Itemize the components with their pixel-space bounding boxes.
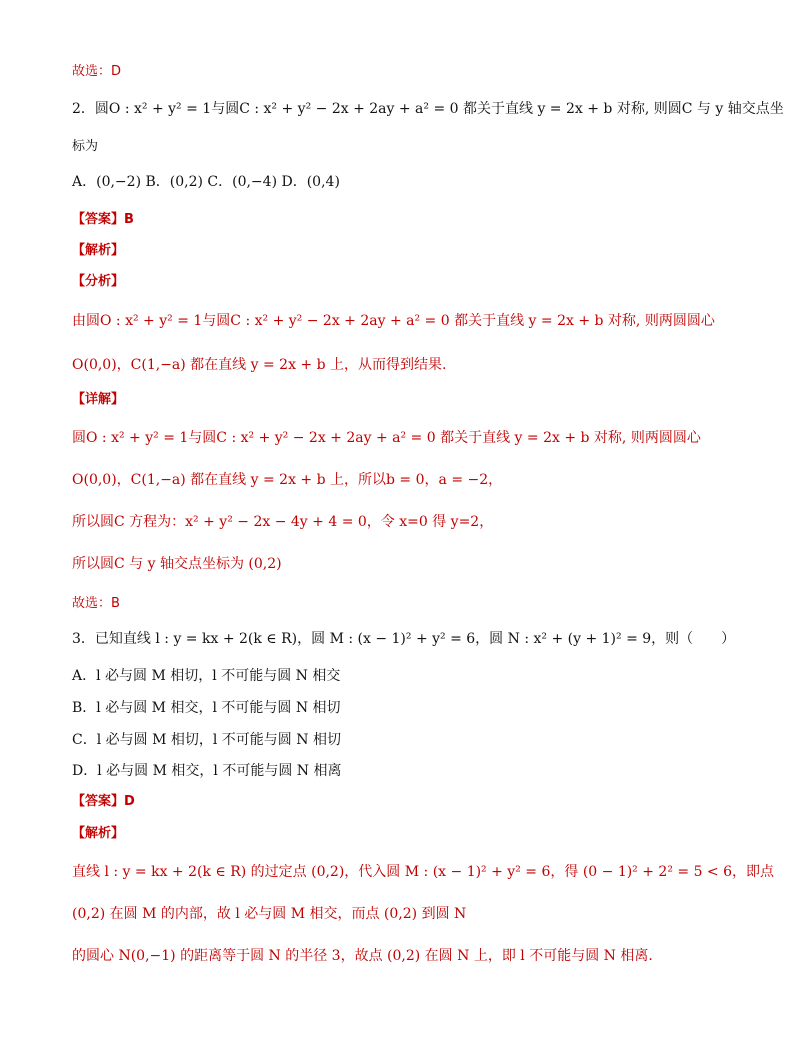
fenxi-line-1: 由圆O : x² + y² = 1与圆C : x² + y² − 2x + 2ay + a² = 0 都关于直线 y = 2x + b 对称, 则两圆圆心 [72, 313, 715, 329]
question-3-option-d: D．l 必与圆 M 相交，l 不可能与圆 N 相离 [72, 763, 342, 779]
answer-label-3: 【答案】D [72, 794, 135, 809]
analysis-label-3: 【解析】 [72, 826, 125, 841]
detail-line-1: 圆O : x² + y² = 1与圆C : x² + y² − 2x + 2ay + a² = 0 都关于直线 y = 2x + b 对称, 则两圆圆心 [72, 430, 701, 446]
question-2-options: A．(0,−2) B．(0,2) C．(0,−4) D．(0,4) [72, 174, 340, 190]
choice-conclusion-1: 故选：D [72, 64, 122, 79]
fenxi-line-2: O(0,0)，C(1,−a) 都在直线 y = 2x + b 上，从而得到结果. [72, 357, 447, 373]
detail-line-4: 所以圆C 与 y 轴交点坐标为 (0,2) [72, 556, 282, 572]
question-2-stem-cont: 标为 [72, 139, 99, 154]
question-3-stem: 3．已知直线 l : y = kx + 2(k ∈ R)，圆 M : (x − 1)² + y² = 6，圆 N : x² + (y + 1)² = 9，则（ ） [72, 631, 736, 647]
answer-label-2: 【答案】B [72, 212, 134, 227]
question-2-stem: 2．圆O : x² + y² = 1与圆C : x² + y² − 2x + 2ay + a² = 0 都关于直线 y = 2x + b 对称, 则圆C 与 y 轴交点坐 [72, 101, 784, 117]
question-3-option-b: B．l 必与圆 M 相交，l 不可能与圆 N 相切 [72, 700, 341, 716]
detail-line-3: 所以圆C 方程为：x² + y² − 2x − 4y + 4 = 0，令 x=0 得 y=2， [72, 514, 494, 530]
fenxi-label-2: 【分析】 [72, 274, 125, 289]
choice-conclusion-2: 故选：B [72, 596, 120, 611]
detail-line-2: O(0,0)，C(1,−a) 都在直线 y = 2x + b 上，所以b = 0，a = −2， [72, 472, 503, 488]
question-3-option-c: C．l 必与圆 M 相切，l 不可能与圆 N 相切 [72, 732, 341, 748]
detail-label-2: 【详解】 [72, 392, 125, 407]
question-3-option-a: A．l 必与圆 M 相切，l 不可能与圆 N 相交 [72, 668, 341, 684]
analysis-label-2: 【解析】 [72, 243, 125, 258]
analysis-3-line-3: 的圆心 N(0,−1) 的距离等于圆 N 的半径 3，故点 (0,2) 在圆 N 上，即 l 不可能与圆 N 相离. [72, 948, 653, 964]
analysis-3-line-1: 直线 l : y = kx + 2(k ∈ R) 的过定点 (0,2)，代入圆 M : (x − 1)² + y² = 6，得 (0 − 1)² + 2² = 5 < 6，即点 [72, 864, 775, 880]
analysis-3-line-2: (0,2) 在圆 M 的内部，故 l 必与圆 M 相交，而点 (0,2) 到圆 N [72, 906, 467, 922]
